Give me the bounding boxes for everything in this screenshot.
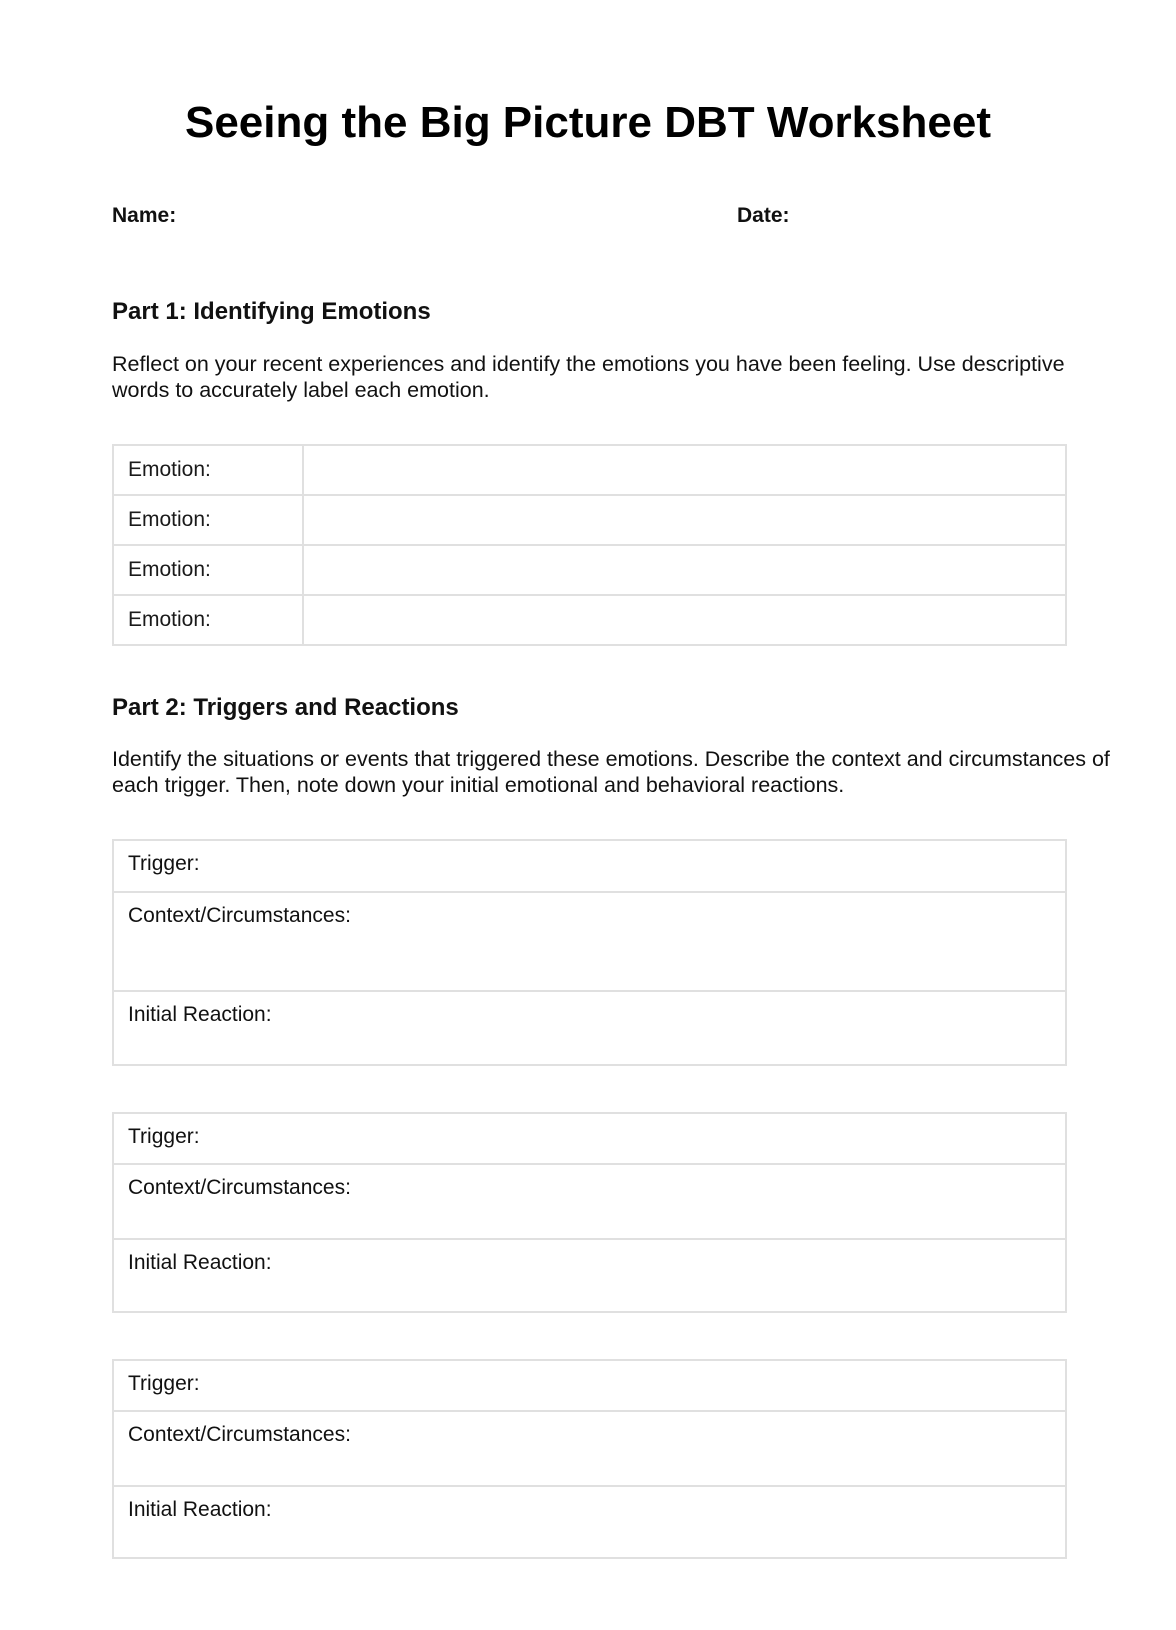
reaction-row[interactable] [114, 1485, 1065, 1557]
part2-heading: Part 2: Triggers and Reactions [112, 694, 459, 721]
context-label: Context/Circumstances: [128, 1176, 351, 1199]
emotion-row [113, 445, 1066, 495]
emotion-input[interactable] [303, 595, 1066, 645]
name-label: Name: [112, 204, 177, 227]
context-row[interactable] [114, 1410, 1065, 1485]
emotion-row [113, 495, 1066, 545]
emotion-input[interactable] [303, 495, 1066, 545]
emotion-label: Emotion: [113, 595, 303, 645]
trigger-label: Trigger: [128, 1125, 200, 1148]
context-label: Context/Circumstances: [128, 904, 351, 927]
emotion-label: Emotion: [113, 495, 303, 545]
date-field[interactable] [800, 203, 1060, 229]
trigger-row[interactable] [114, 1114, 1065, 1163]
part1-instructions: Reflect on your recent experiences and identify the emotions you have been feeling. Use descriptive words to accurately label each emotion. [112, 352, 1065, 402]
emotion-input[interactable] [303, 445, 1066, 495]
emotion-row [113, 545, 1066, 595]
trigger-block [112, 839, 1067, 1066]
part1-heading: Part 1: Identifying Emotions [112, 298, 431, 325]
emotion-table [112, 444, 1067, 646]
date-label: Date: [737, 204, 790, 227]
trigger-block [112, 1112, 1067, 1313]
context-row[interactable] [114, 891, 1065, 990]
page-title: Seeing the Big Picture DBT Worksheet [184, 98, 991, 147]
trigger-block [112, 1359, 1067, 1559]
trigger-label: Trigger: [128, 1372, 200, 1395]
trigger-row[interactable] [114, 1361, 1065, 1410]
trigger-row[interactable] [114, 841, 1065, 891]
emotion-input[interactable] [303, 545, 1066, 595]
context-row[interactable] [114, 1163, 1065, 1238]
emotion-label: Emotion: [113, 545, 303, 595]
context-label: Context/Circumstances: [128, 1423, 351, 1446]
name-field[interactable] [190, 203, 710, 229]
part2-instructions: Identify the situations or events that triggered these emotions. Describe the context and circumstances of each trigger. Then, note down your initial emotional and behavioral reactions. [112, 747, 1110, 797]
emotion-row [113, 595, 1066, 645]
reaction-label: Initial Reaction: [128, 1251, 272, 1274]
emotion-label: Emotion: [113, 445, 303, 495]
reaction-label: Initial Reaction: [128, 1003, 272, 1026]
reaction-row[interactable] [114, 1238, 1065, 1311]
trigger-label: Trigger: [128, 852, 200, 875]
reaction-label: Initial Reaction: [128, 1498, 272, 1521]
reaction-row[interactable] [114, 990, 1065, 1064]
